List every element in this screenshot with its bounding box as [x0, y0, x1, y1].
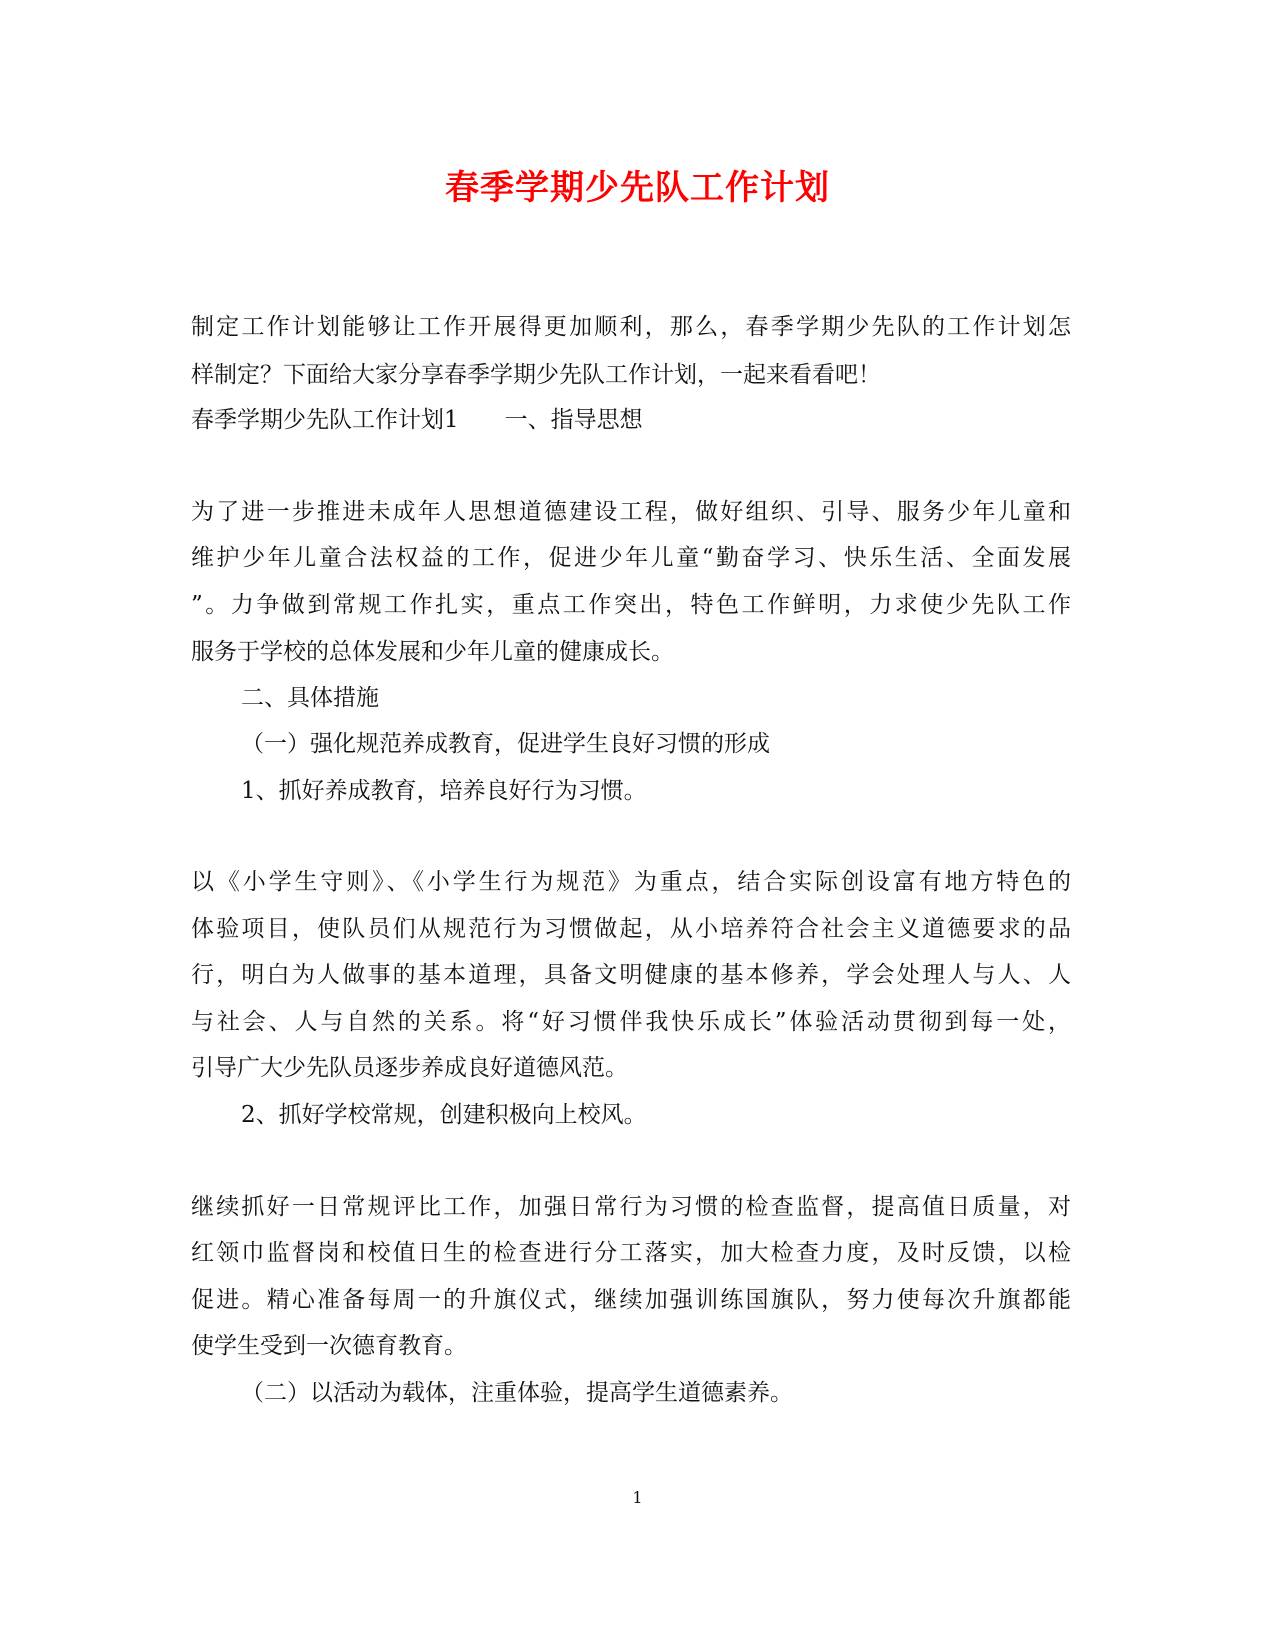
- item-text-line: 促进。精心准备每周一的升旗仪式，继续加强训练国旗队，努力使每次升旗都能: [191, 1287, 1071, 1313]
- page-number: 1: [632, 1488, 643, 1507]
- measures-heading: 二、具体措施: [241, 685, 379, 711]
- item-text-line: 引导广大少先队员逐步养成良好道德风范。: [191, 1055, 628, 1081]
- guide-line: ”。力争做到常规工作扎实，重点工作突出，特色工作鲜明，力求使少先队工作: [191, 592, 1071, 618]
- item-text-line: 继续抓好一日常规评比工作，加强日常行为习惯的检查监督，提高值日质量，对: [191, 1194, 1071, 1220]
- item-text-line: 与社会、人与自然的关系。将“好习惯伴我快乐成长”体验活动贯彻到每一处，: [191, 1009, 1071, 1035]
- item-heading: 1、抓好养成教育，培养良好行为习惯。: [241, 778, 647, 804]
- section-heading: （二）以活动为载体，注重体验，提高学生道德素养。: [241, 1380, 793, 1406]
- guide-line: 服务于学校的总体发展和少年儿童的健康成长。: [191, 639, 674, 665]
- item-text-line: 使学生受到一次德育教育。: [191, 1333, 467, 1359]
- item-text-line: 行，明白为人做事的基本道理，具备文明健康的基本修养，学会处理人与人、人: [191, 962, 1071, 988]
- item-text-line: 体验项目，使队员们从规范行为习惯做起，从小培养符合社会主义道德要求的品: [191, 916, 1071, 942]
- plan-heading: 春季学期少先队工作计划1 一、指导思想: [191, 407, 643, 433]
- guide-line: 为了进一步推进未成年人思想道德建设工程，做好组织、引导、服务少年儿童和: [191, 499, 1071, 525]
- item-text-line: 以《小学生守则》、《小学生行为规范》为重点，结合实际创设富有地方特色的: [191, 869, 1071, 895]
- item-heading: 2、抓好学校常规，创建积极向上校风。: [241, 1102, 647, 1128]
- item-text-line: 红领巾监督岗和校值日生的检查进行分工落实，加大检查力度，及时反馈，以检: [191, 1240, 1071, 1266]
- document-title: 春季学期少先队工作计划: [445, 168, 830, 208]
- guide-line: 维护少年儿童合法权益的工作，促进少年儿童“勤奋学习、快乐生活、全面发展: [191, 545, 1071, 571]
- section-heading: （一）强化规范养成教育，促进学生良好习惯的形成: [241, 731, 770, 757]
- intro-line: 制定工作计划能够让工作开展得更加顺利，那么，春季学期少先队的工作计划怎: [191, 314, 1071, 340]
- intro-line: 样制定？下面给大家分享春季学期少先队工作计划，一起来看看吧！: [191, 362, 881, 388]
